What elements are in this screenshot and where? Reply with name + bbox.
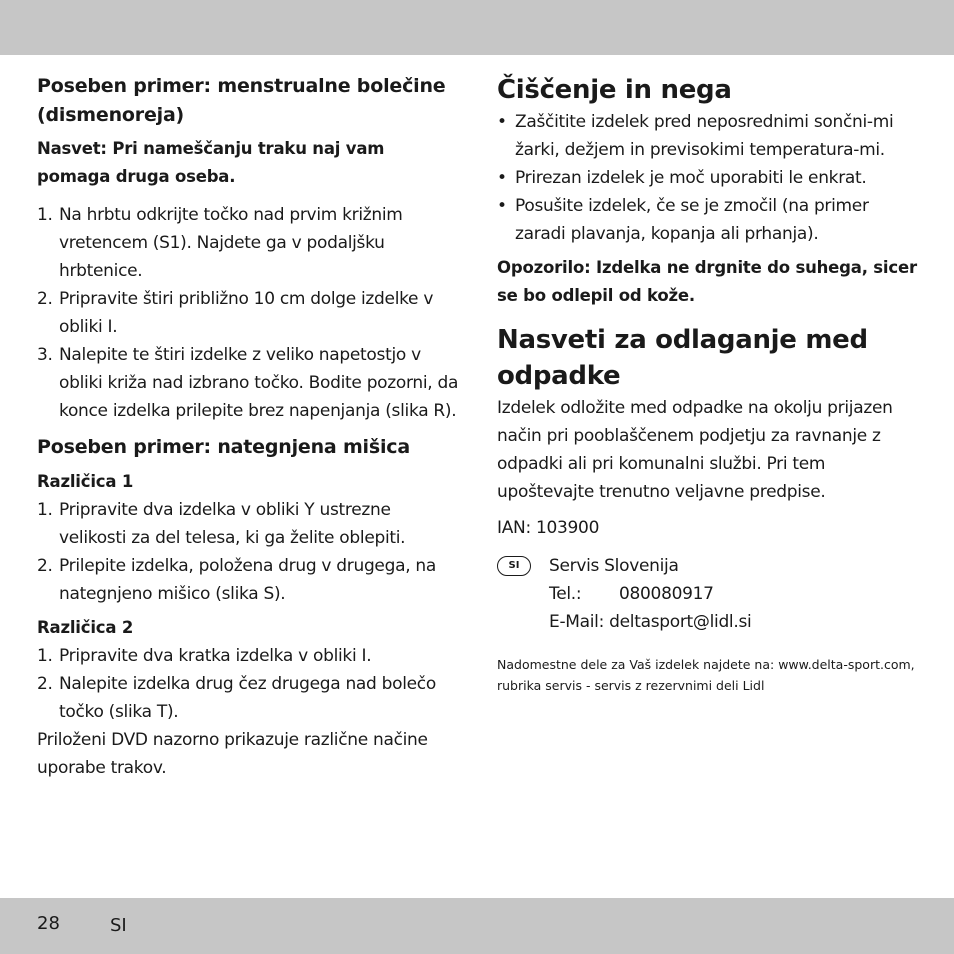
list-item: 2. Pripravite štiri približno 10 cm dolge izdelke v obliki I. xyxy=(37,289,434,337)
country-badge: SI xyxy=(497,556,531,576)
bottom-band xyxy=(0,898,954,954)
page-number: 28 xyxy=(37,913,60,934)
disposal-text: Izdelek odložite med odpadke na okolju prijazen način pri pooblaščenem podjetju za ravnanje z odpadki ali pri komunalni službi. Pri tem upoštevajte trenutno veljavne predpise. xyxy=(497,398,893,502)
phone-label: Tel.: xyxy=(549,584,582,604)
heading-menstrual: Poseben primer: menstrualne bolečine (dismenoreja) xyxy=(37,75,446,126)
list-item: 2. Prilepite izdelka, položena drug v drugega, na nategnjeno mišico (slika S). xyxy=(37,556,437,604)
warning-note: Opozorilo: Izdelka ne drgnite do suhega, sicer se bo odlepil od kože. xyxy=(497,258,917,305)
phone-row xyxy=(549,580,751,608)
heading-disposal: Nasveti za odlaganje med odpadke xyxy=(497,325,868,391)
right-column xyxy=(497,72,922,696)
variant-1-label: Različica 1 xyxy=(37,472,134,491)
steps-variant-1 xyxy=(37,496,462,608)
spare-parts-note: Nadomestne dele za Vaš izdelek najdete na: www.delta-sport.com, rubrika servis - servis z rezervnimi deli Lidl xyxy=(497,657,915,693)
steps-menstrual xyxy=(37,201,462,425)
phone-number: 080080917 xyxy=(619,584,714,604)
list-item: • Zaščitite izdelek pred neposrednimi sončni-mi žarki, dežjem in previsokimi temperatura-mi. xyxy=(497,112,894,160)
service-name: Servis Slovenija xyxy=(549,556,679,576)
tip-note: Nasvet: Pri nameščanju traku naj vam pomaga druga oseba. xyxy=(37,139,385,186)
list-item: • Prirezan izdelek je moč uporabiti le enkrat. xyxy=(497,168,867,188)
service-contact xyxy=(497,552,922,636)
care-bullets xyxy=(497,108,922,248)
variant-2-label: Različica 2 xyxy=(37,618,134,637)
list-item: 1. Pripravite dva kratka izdelka v obliki I. xyxy=(37,646,372,666)
ian-number: IAN: 103900 xyxy=(497,518,600,538)
dvd-note: Priloženi DVD nazorno prikazuje različne načine uporabe trakov. xyxy=(37,730,428,778)
steps-variant-2 xyxy=(37,642,462,726)
heading-care: Čiščenje in nega xyxy=(497,75,732,105)
email-address: E-Mail: deltasport@lidl.si xyxy=(549,612,752,632)
top-band xyxy=(0,0,954,55)
left-column xyxy=(37,72,462,782)
list-item: 1. Pripravite dva izdelka v obliki Y ustrezne velikosti za del telesa, ki ga želite oblepiti. xyxy=(37,500,406,548)
list-item: 2. Nalepite izdelka drug čez drugega nad bolečo točko (slika T). xyxy=(37,674,436,722)
list-item: 1. Na hrbtu odkrijte točko nad prvim križnim vretencem (S1). Najdete ga v podaljšku hrbtenice. xyxy=(37,205,403,281)
list-item: • Posušite izdelek, če se je zmočil (na primer zaradi plavanja, kopanja ali prhanja). xyxy=(497,196,869,244)
language-code: SI xyxy=(110,915,127,936)
heading-muscle: Poseben primer: nategnjena mišica xyxy=(37,436,410,458)
list-item: 3. Nalepite te štiri izdelke z veliko napetostjo v obliki križa nad izbrano točko. Bodite pozorni, da konce izdelka prilepite brez napenjanja (slika R). xyxy=(37,345,459,421)
